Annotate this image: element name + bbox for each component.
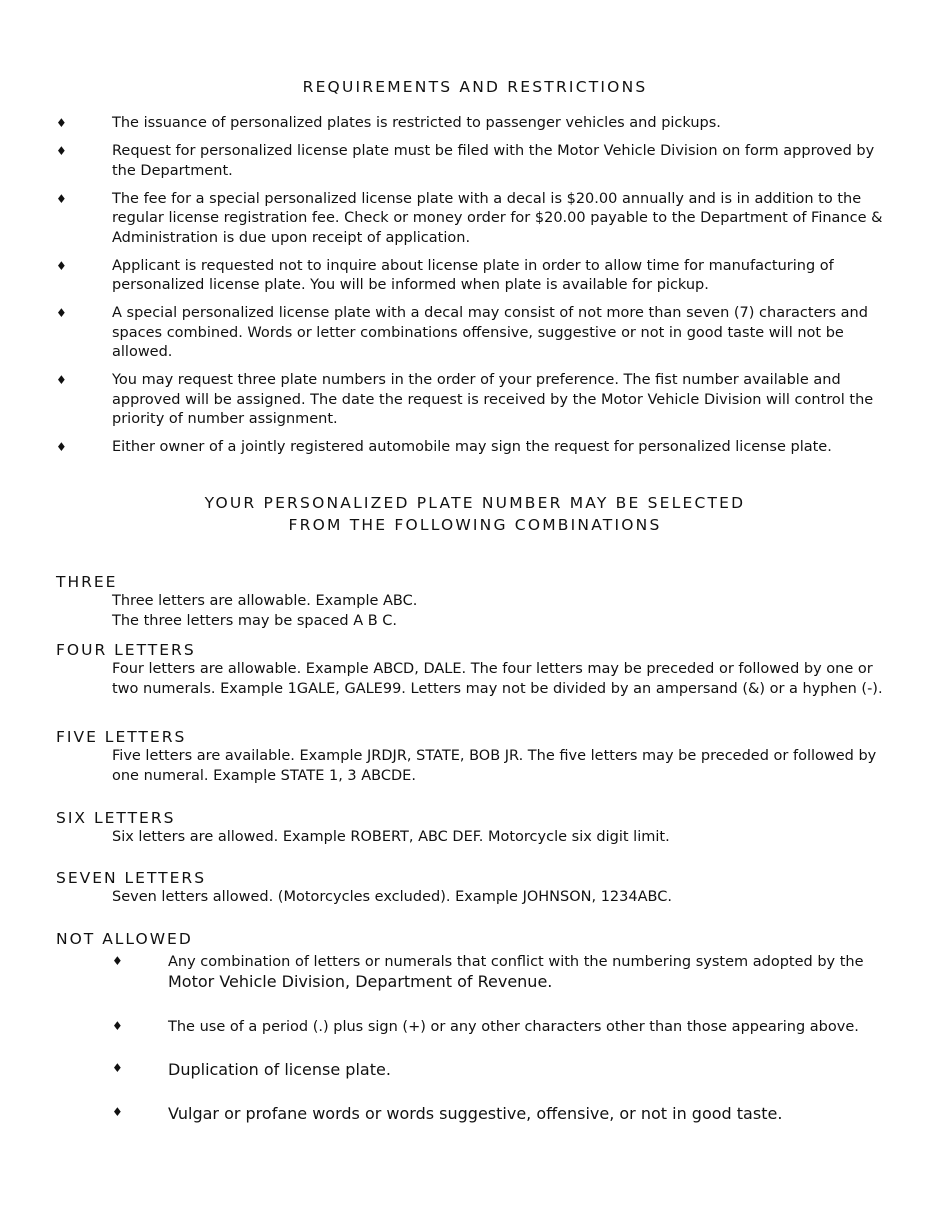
combinations-title-line2: FROM THE FOLLOWING COMBINATIONS bbox=[288, 516, 662, 534]
requirement-text: The fee for a special personalized license plate with a decal is $20.00 annually and is in addition to the regular license registration fee. Check or money order for $20.00 payable to the Department of Finance & Administration is due upon receipt of application. bbox=[112, 190, 883, 246]
combinations-title-line1: YOUR PERSONALIZED PLATE NUMBER MAY BE SELECTED bbox=[204, 494, 746, 512]
not-allowed-text-line2: Motor Vehicle Division, Department of Revenue. bbox=[168, 972, 553, 991]
section-text-line1: Three letters are allowable. Example ABC. bbox=[112, 593, 418, 609]
not-allowed-text: Vulgar or profane words or words suggestive, offensive, or not in good taste. bbox=[168, 1104, 783, 1123]
diamond-bullet-icon: ♦ bbox=[112, 954, 123, 968]
not-allowed-text: The use of a period (.) plus sign (+) or any other characters other than those appearing above. bbox=[168, 1019, 859, 1035]
diamond-bullet-icon: ♦ bbox=[56, 373, 67, 387]
section-seven-letters bbox=[56, 868, 896, 908]
section-not-allowed bbox=[56, 929, 896, 949]
requirement-text: You may request three plate numbers in the order of your preference. The fist number available and approved will be assigned. The date the request is received by the Motor Vehicle Division will control the priority of number assignment. bbox=[112, 372, 874, 427]
requirement-text: A special personalized license plate with a decal may consist of not more than seven (7) characters and spaces combined. Words or letter combinations offensive, suggestive or not in good taste will not be allowed. bbox=[112, 305, 868, 360]
requirements-list bbox=[56, 114, 896, 466]
diamond-bullet-icon: ♦ bbox=[112, 1061, 123, 1075]
section-text: Five letters are available. Example JRDJR, STATE, BOB JR. The five letters may be preceded or followed by one numeral. Example STATE 1, 3 ABCDE. bbox=[112, 748, 877, 784]
diamond-bullet-icon: ♦ bbox=[56, 440, 67, 454]
diamond-bullet-icon: ♦ bbox=[112, 1105, 123, 1119]
section-heading: NOT ALLOWED bbox=[56, 930, 193, 948]
section-three bbox=[56, 572, 896, 631]
not-allowed-text: Duplication of license plate. bbox=[168, 1060, 391, 1079]
list-item bbox=[56, 190, 896, 249]
list-item bbox=[112, 952, 892, 993]
section-heading: THREE bbox=[56, 573, 118, 591]
list-item bbox=[56, 142, 896, 181]
section-text-line2: The three letters may be spaced A B C. bbox=[112, 612, 398, 629]
list-item bbox=[112, 1103, 892, 1125]
section-text: Six letters are allowed. Example ROBERT, ABC DEF. Motorcycle six digit limit. bbox=[112, 829, 670, 845]
list-item bbox=[56, 371, 896, 430]
diamond-bullet-icon: ♦ bbox=[112, 1019, 123, 1033]
section-six-letters bbox=[56, 808, 896, 848]
section-heading: SIX LETTERS bbox=[56, 809, 176, 827]
section-text: Seven letters allowed. (Motorcycles excluded). Example JOHNSON, 1234ABC. bbox=[112, 889, 672, 905]
page-title: REQUIREMENTS AND RESTRICTIONS bbox=[302, 78, 648, 96]
requirement-text: Applicant is requested not to inquire about license plate in order to allow time for manufacturing of personalized license plate. You will be informed when plate is available for pickup. bbox=[112, 257, 834, 293]
section-text: Four letters are allowable. Example ABCD, DALE. The four letters may be preceded or followed by one or two numerals. Example 1GALE, GALE99. Letters may not be divided by an ampersand (&) or a hyphen (-). bbox=[112, 661, 883, 697]
diamond-bullet-icon: ♦ bbox=[56, 258, 67, 273]
section-four-letters bbox=[56, 640, 896, 699]
list-item bbox=[56, 257, 896, 296]
requirement-text: Either owner of a jointly registered automobile may sign the request for personalized license plate. bbox=[112, 439, 832, 455]
list-item bbox=[112, 1017, 892, 1037]
diamond-bullet-icon: ♦ bbox=[56, 144, 67, 158]
list-item bbox=[56, 114, 896, 134]
not-allowed-list bbox=[112, 952, 892, 1125]
section-five-letters bbox=[56, 727, 896, 786]
section-heading: SEVEN LETTERS bbox=[56, 869, 207, 887]
requirement-text: Request for personalized license plate must be filed with the Motor Vehicle Division on form approved by the Department. bbox=[112, 143, 875, 179]
list-item bbox=[56, 438, 896, 458]
diamond-bullet-icon: ♦ bbox=[56, 116, 67, 130]
diamond-bullet-icon: ♦ bbox=[56, 191, 67, 206]
section-heading: FOUR LETTERS bbox=[56, 641, 196, 659]
list-item bbox=[56, 304, 896, 363]
not-allowed-text-line1: Any combination of letters or numerals that conflict with the numbering system adopted by the bbox=[168, 954, 864, 970]
list-item bbox=[112, 1059, 892, 1081]
requirement-text: The issuance of personalized plates is restricted to passenger vehicles and pickups. bbox=[112, 115, 721, 131]
section-heading: FIVE LETTERS bbox=[56, 728, 187, 746]
diamond-bullet-icon: ♦ bbox=[56, 306, 67, 320]
